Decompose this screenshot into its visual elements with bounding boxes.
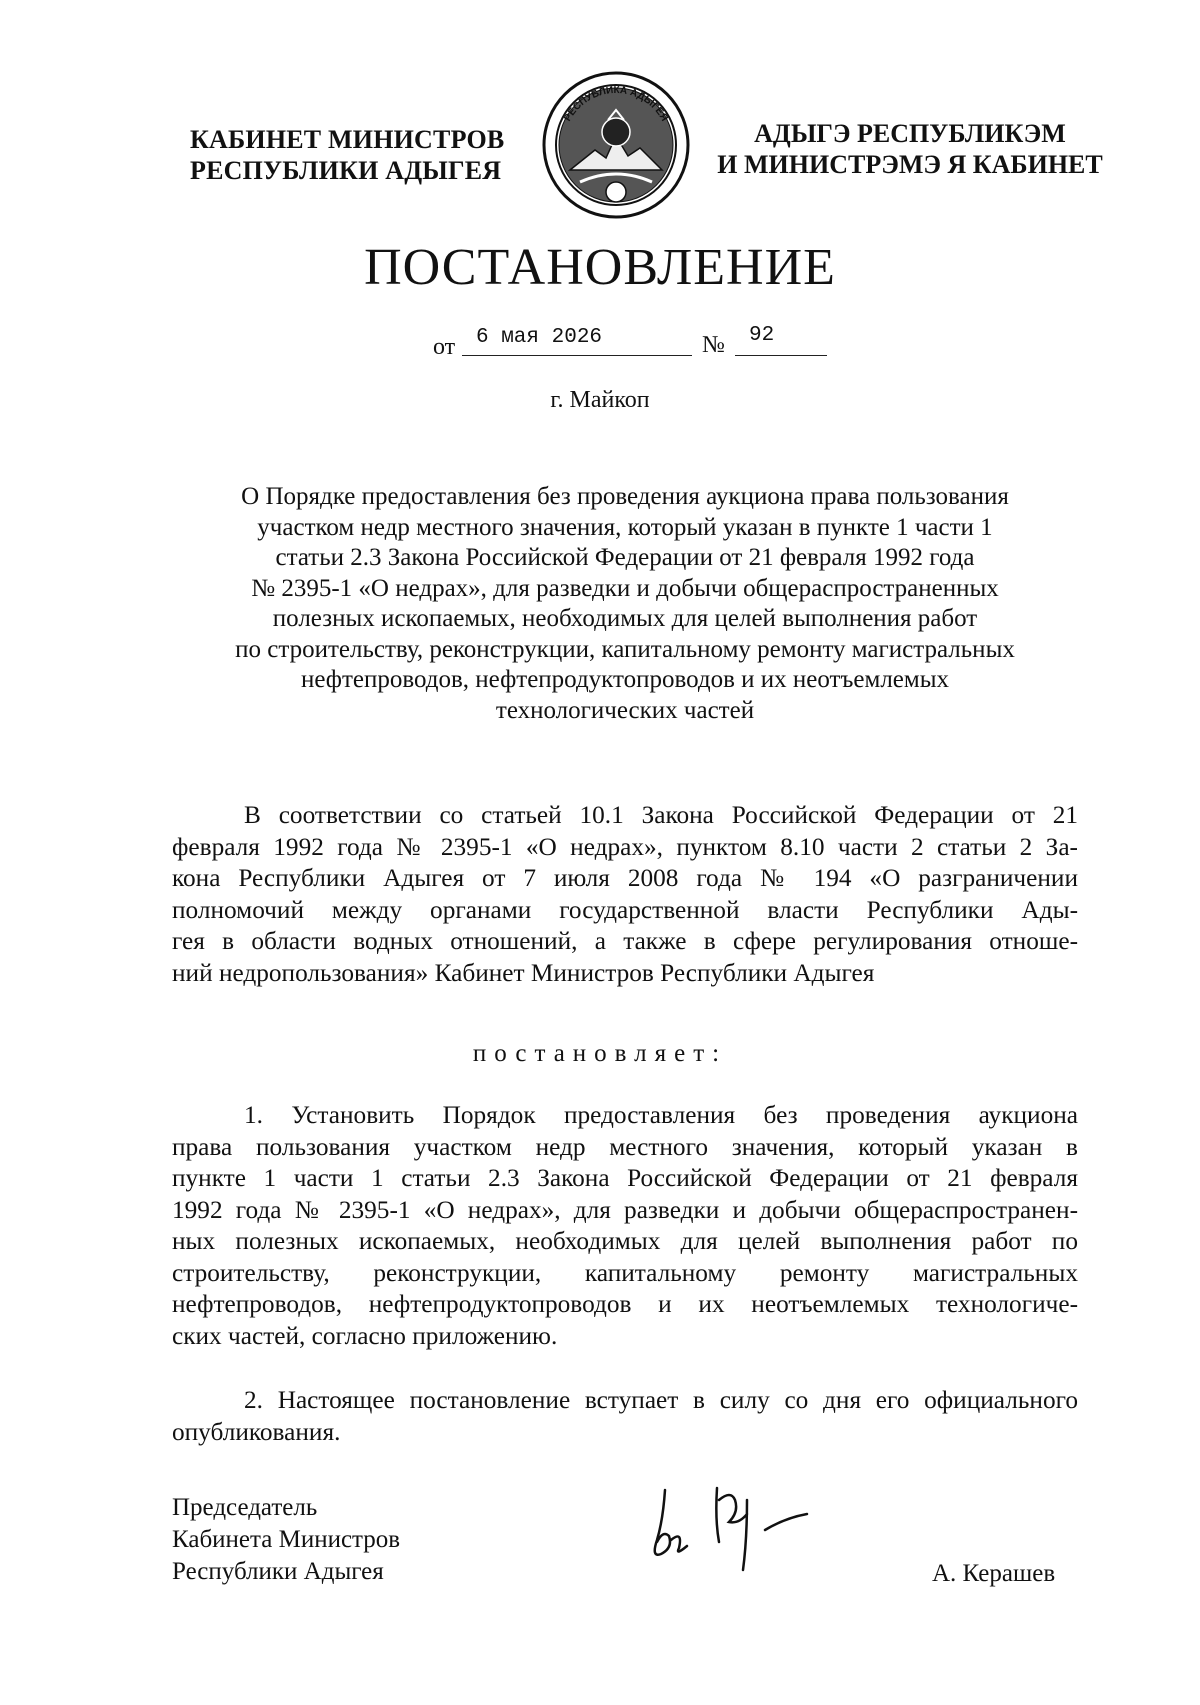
paragraph-line: полномочий между органами государственной власти Республики Ады- bbox=[172, 895, 1078, 924]
paragraph-line: строительству, реконструкции, капитальному ремонту магистральных bbox=[172, 1258, 1078, 1287]
paragraph-line: права пользования участком недр местного значения, который указан в bbox=[172, 1132, 1078, 1161]
number-label: № bbox=[702, 332, 725, 358]
subject-line: нефтепроводов, нефтепродуктопроводов и их неотъемлемых bbox=[300, 666, 950, 693]
paragraph-line: пункте 1 части 1 статьи 2.3 Закона Российской Федерации от 21 февраля bbox=[172, 1164, 1078, 1192]
paragraph-line: опубликования. bbox=[172, 1417, 341, 1446]
paragraph-line: 2. Настоящее постановление вступает в силу со дня его официального bbox=[244, 1386, 1078, 1414]
preamble-paragraph bbox=[172, 800, 1078, 989]
paragraph-line: нефтепроводов, нефтепродуктопроводов и их неотъемлемых технологиче- bbox=[172, 1290, 1078, 1318]
handwritten-signature bbox=[635, 1470, 835, 1580]
issuer-russian bbox=[190, 124, 520, 186]
paragraph-line: февраля 1992 года № 2395-1 «О недрах», пунктом 8.10 части 2 статьи 2 За- bbox=[172, 832, 1078, 861]
date-number-line bbox=[0, 322, 1200, 362]
signatory-position bbox=[172, 1492, 400, 1588]
subject-line: полезных ископаемых, необходимых для целей выполнения работ bbox=[272, 605, 978, 632]
subject-line: участком недр местного значения, который указан в пункте 1 части 1 bbox=[257, 513, 993, 541]
subject-line: статьи 2.3 Закона Российской Федерации от 21 февраля 1992 года bbox=[275, 544, 975, 571]
date-field: 6 мая 2026 bbox=[462, 326, 692, 356]
paragraph-line: ний недропользования» Кабинет Министров Республики Адыгея bbox=[172, 958, 875, 987]
subject-line: О Порядке предоставления без проведения аукциона права пользования bbox=[241, 483, 1009, 510]
paragraph-line: гея в области водных отношений, а также в сфере регулирования отноше- bbox=[172, 927, 1078, 955]
number-field: 92 bbox=[735, 324, 827, 356]
document-subject bbox=[175, 482, 1075, 726]
decree-word: постановляет: bbox=[472, 1040, 728, 1067]
issuer-adyghe-line1: АДЫГЭ РЕСПУБЛИКЭМ bbox=[754, 119, 1066, 148]
paragraph-line: ных полезных ископаемых, необходимых для целей выполнения работ по bbox=[172, 1227, 1078, 1255]
city: г. Майкоп bbox=[550, 387, 650, 413]
issuer-russian-line2: РЕСПУБЛИКИ АДЫГЕЯ bbox=[190, 156, 502, 185]
paragraph-line: 1. Установить Порядок предоставления без проведения аукциона bbox=[244, 1101, 1078, 1129]
subject-line: по строительству, реконструкции, капитальному ремонту магистральных bbox=[235, 635, 1015, 663]
emblem-inscription: РЕСПУБЛИКА АДЫГЕЯ bbox=[562, 84, 670, 124]
date-label: от bbox=[433, 334, 456, 360]
issuer-russian-line1: КАБИНЕТ МИНИСТРОВ bbox=[190, 125, 505, 154]
issuer-adyghe bbox=[700, 118, 1120, 180]
issuer-adyghe-line2: И МИНИСТРЭМЭ Я КАБИНЕТ bbox=[717, 150, 1103, 179]
coat-of-arms-emblem bbox=[540, 70, 692, 220]
paragraph-line: ских частей, согласно приложению. bbox=[172, 1321, 558, 1350]
position-line: Председатель bbox=[172, 1494, 318, 1521]
item-1-paragraph bbox=[172, 1100, 1078, 1352]
position-line: Кабинета Министров bbox=[172, 1526, 401, 1553]
document-title: ПОСТАНОВЛЕНИЕ bbox=[364, 239, 836, 296]
item-2-paragraph bbox=[172, 1385, 1078, 1448]
signatory-name: А. Керашев bbox=[932, 1560, 1056, 1587]
subject-line: № 2395-1 «О недрах», для разведки и добычи общераспространенных bbox=[251, 574, 999, 602]
paragraph-line: кона Республики Адыгея от 7 июля 2008 года № 194 «О разграничении bbox=[172, 864, 1078, 892]
paragraph-line: В соответствии со статьей 10.1 Закона Российской Федерации от 21 bbox=[244, 801, 1078, 829]
paragraph-line: 1992 года № 2395-1 «О недрах», для разведки и добычи общераспространен- bbox=[172, 1195, 1078, 1224]
subject-line: технологических частей bbox=[495, 696, 755, 724]
position-line: Республики Адыгея bbox=[172, 1558, 384, 1585]
